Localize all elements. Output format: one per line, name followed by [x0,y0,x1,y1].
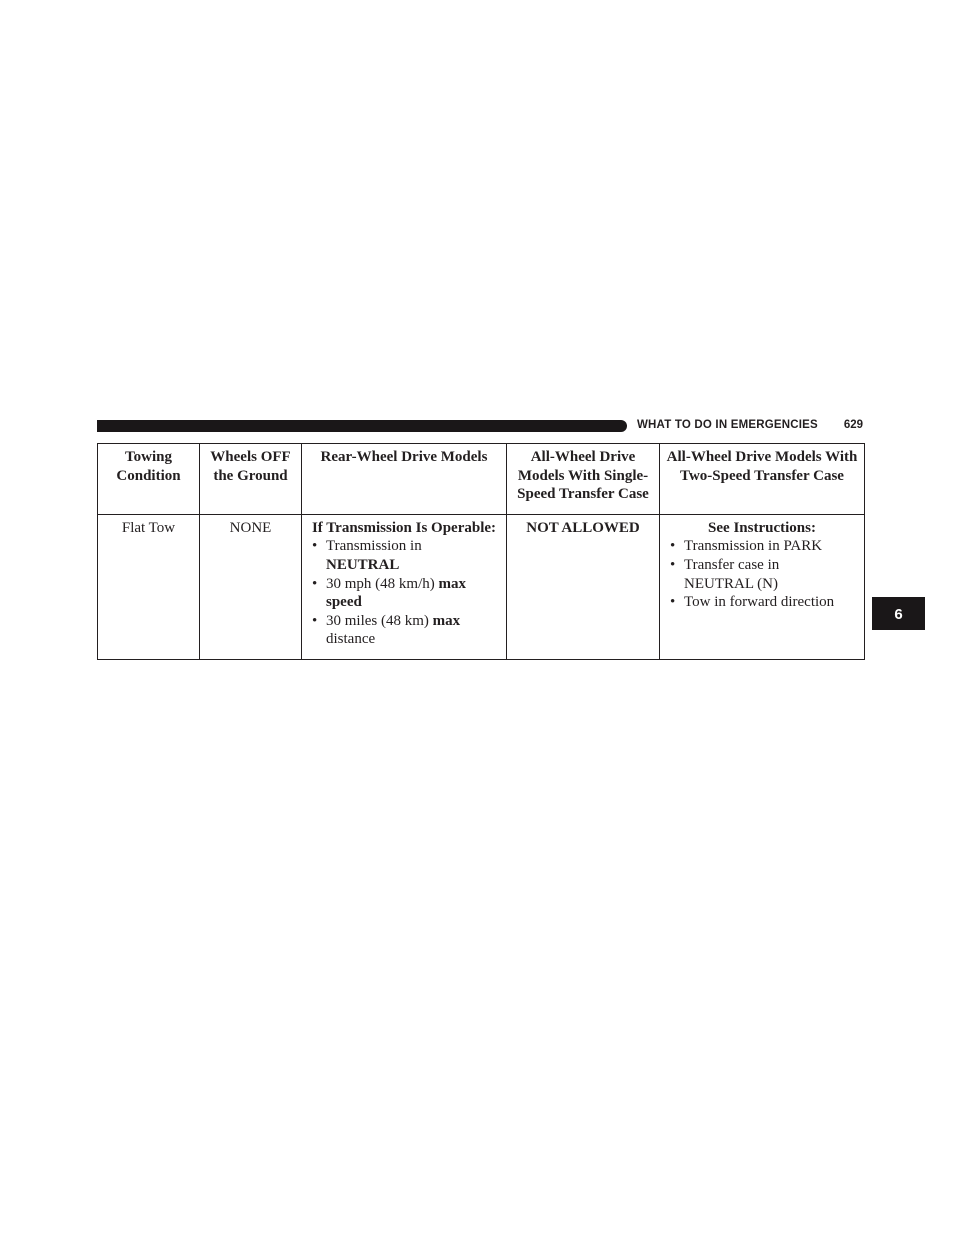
rwd-b2-bold1: max [438,575,466,592]
rwd-b3-text2: distance [326,631,376,648]
list-item [665,556,859,593]
cell-awd-single: NOT ALLOWED [507,514,660,659]
rwd-b3-text: 30 miles (48 km) [326,612,429,629]
towing-table [97,443,865,660]
rwd-list [307,537,501,649]
page-number: 629 [843,419,863,431]
rwd-b1-bold: NEUTRAL [326,556,400,573]
list-item: • Tow in forward direction [665,593,859,612]
rwd-b2-bold2: speed [326,594,362,611]
awd-two-b2-line2: NEUTRAL (N) [684,575,779,592]
awd-two-b2-line1: Transfer case in [684,556,780,573]
header-bar [97,420,627,432]
awd-two-list [665,537,859,611]
cell-condition: Flat Tow [98,514,200,659]
page-header [97,420,863,434]
list-item [307,537,501,574]
header-towing-condition: Towing Condition [98,444,200,515]
chapter-tab: 6 [872,597,925,630]
list-item [307,575,501,612]
header-awd-single-speed: All-Wheel Drive Models With Single-Speed Transfer Case [507,444,660,515]
header-awd-two-speed: All-Wheel Drive Models With Two-Speed Transfer Case [660,444,865,515]
list-item [307,612,501,649]
cell-rwd [302,514,507,659]
awd-two-heading: See Instructions: [708,519,816,536]
rwd-heading: If Transmission Is Operable: [311,519,497,536]
cell-wheels: NONE [200,514,302,659]
table-header-row [98,444,865,515]
header-rear-wheel-drive: Rear-Wheel Drive Models [302,444,507,515]
list-item: • Transmission in PARK [665,537,859,556]
rwd-b3-bold1: max [432,612,461,629]
table-row [98,514,865,659]
header-wheels-off-ground: Wheels OFF the Ground [200,444,302,515]
section-title: WHAT TO DO IN EMERGENCIES [637,419,818,431]
cell-awd-two [660,514,865,659]
rwd-b1-text: Transmission in [326,538,422,555]
rwd-b2-text: 30 mph (48 km/h) [326,575,435,592]
